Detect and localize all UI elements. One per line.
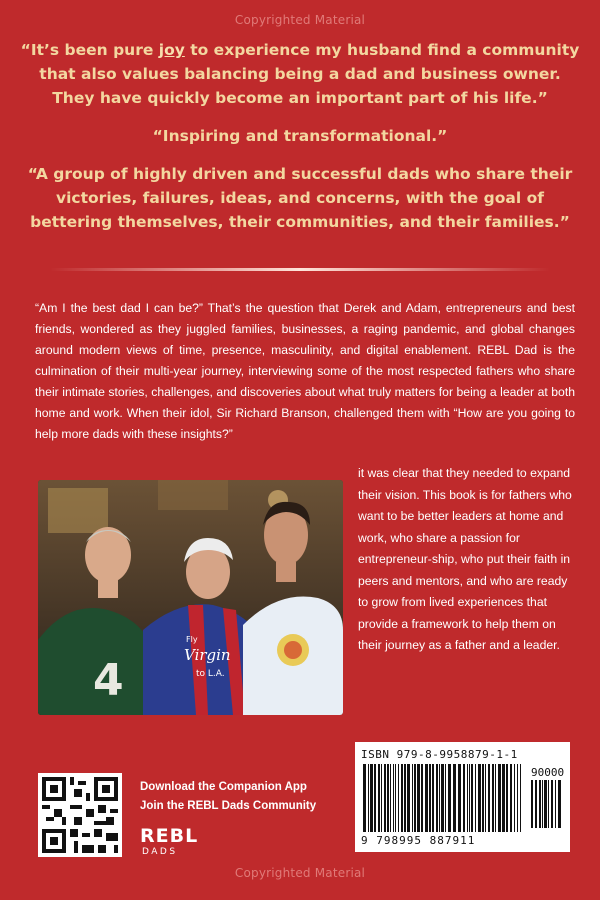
price-barcode-bars — [531, 780, 563, 828]
barcode-number: 9 798995 887911 — [361, 834, 476, 847]
authors-photo — [38, 480, 343, 715]
blurb-paragraph-continued: it was clear that they needed to expand their vision. This book is for fathers who want to be better leaders at home and work, who share a passion for entrepreneur-ship, who put their faith in peers and mentors, and who are ready to grow from lived experiences that provide a framework to help them on their journey as a father and a leader. — [358, 466, 572, 652]
join-community-label: Join the REBL Dads Community — [140, 800, 317, 812]
testimonial-1-start: “It’s been pure — [20, 41, 159, 59]
divider-line — [50, 268, 550, 271]
download-app-label: Download the Companion App — [140, 781, 307, 793]
copyright-watermark-bottom: Copyrighted Material — [234, 866, 366, 880]
testimonial-1-end: to experience my husband find a community that also values balancing being a dad and business owner. They have quickly become an important part of his life.” — [39, 41, 580, 107]
barcode-bars — [363, 764, 523, 832]
isbn-barcode — [355, 742, 570, 852]
jersey-text-2: Virgin — [184, 646, 231, 664]
testimonial-3: “A group of highly driven and successful dads who share their victories, failures, ideas, and concerns, with the goal of bettering themselves, their communities, and their families.” — [27, 165, 573, 231]
testimonial-1 — [20, 38, 580, 110]
jersey-text-1: Fly — [186, 635, 198, 644]
price-code: 90000 — [531, 766, 565, 779]
testimonial-2: “Inspiring and transformational.” — [152, 127, 448, 145]
photo-illustration — [38, 480, 343, 715]
jersey-number: 4 — [93, 655, 124, 706]
qr-code-icon — [38, 773, 122, 857]
joy-word: joy — [158, 41, 185, 59]
rebl-dads-logo — [140, 826, 198, 858]
copyright-watermark-top: Copyrighted Material — [234, 13, 366, 27]
jersey-text-3: to L.A. — [196, 669, 225, 679]
blurb-paragraph: “Am I the best dad I can be?” That’s the question that Derek and Adam, entrepreneurs and best friends, wondered as they juggled families, businesses, a raging pandemic, and global changes around modern views of time, presence, masculinity, and digital enablement. REBL Dad is the culmination of their multi-year journey, interviewing some of the most respected fathers who share their intimate stories, challenges, and discoveries about what truly matters for being a leader at both home and work. When their idol, Sir Richard Branson, challenged them with “How are you going to help more dads with these insights?” — [35, 301, 575, 441]
isbn-number: ISBN 979-8-9958879-1-1 — [361, 748, 518, 761]
companion-app-text — [140, 778, 316, 816]
logo-sub: DADS — [142, 847, 178, 857]
qr-code[interactable] — [38, 773, 122, 857]
testimonials — [20, 38, 580, 248]
logo-name: REBL — [140, 825, 199, 847]
